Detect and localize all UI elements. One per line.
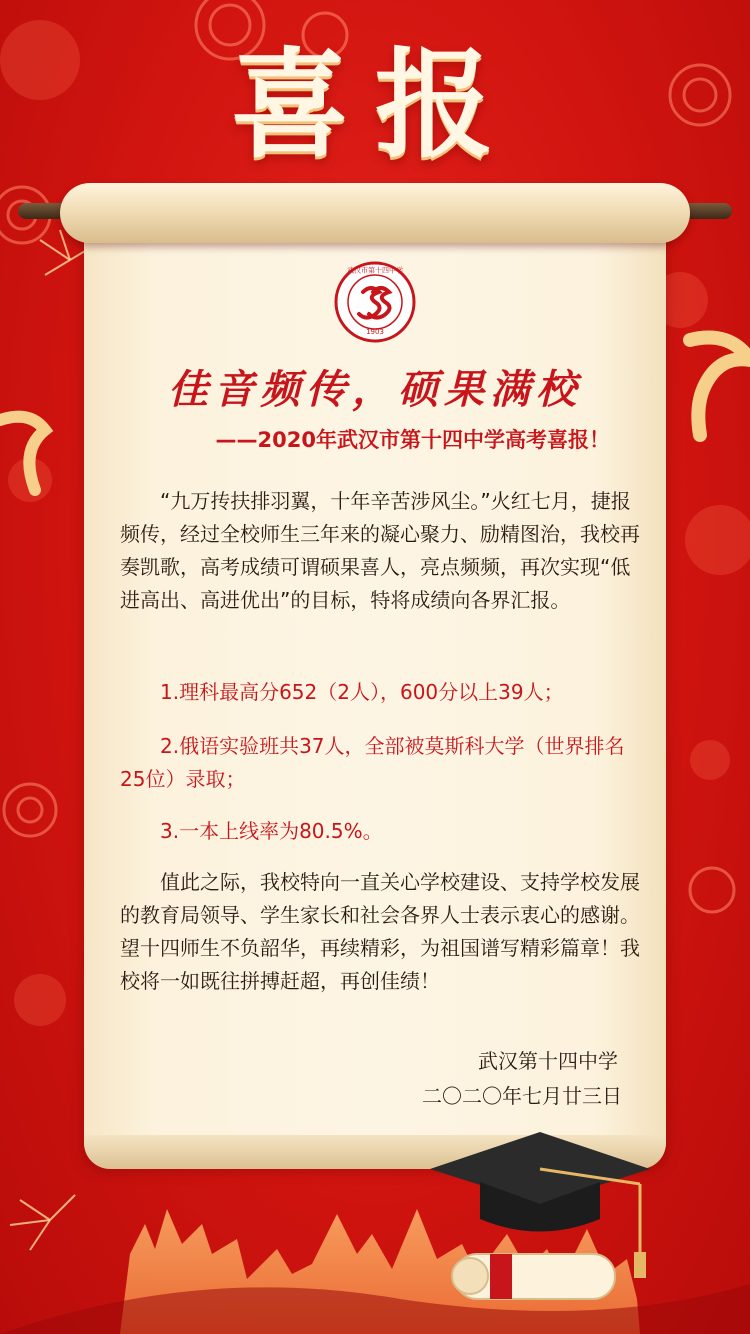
result-item-3: 3.一本上线率为80.5%。 [160, 819, 383, 843]
signature-date: 二〇二〇年七月廿三日 [422, 1084, 622, 1108]
celebration-footer [0, 1104, 750, 1334]
headline-title: 喜报 [230, 35, 519, 174]
school-logo-year: 1903 [366, 328, 384, 336]
intro-paragraph: “九万抟扶排羽翼，十年辛苦涉风尘。”火红七月，捷报频传，经过全校师生三年来的凝心聚力、励精图治，我校再奏凯歌，高考成绩可谓硕果喜人，亮点频频，再次实现“低进高出、高进优出”的目标，特将成绩向各界汇报。 [120, 489, 640, 612]
result-item-1: 1.理科最高分652（2人），600分以上39人； [160, 680, 564, 704]
scroll-top-roll [60, 183, 690, 243]
school-logo-text: 武汉市第十四中学 [347, 266, 403, 275]
subtitle: ——2020年武汉市第十四中学高考喜报！ [215, 428, 610, 452]
thanks-paragraph: 值此之际，我校特向一直关心学校建设、支持学校发展的教育局领导、学生家长和社会各界人士表示衷心的感谢。望十四师生不负韶华，再续精彩，为祖国谱写精彩篇章！我校将一如既往拼搏赶超，再创佳绩！ [120, 870, 640, 993]
signature-school: 武汉第十四中学 [478, 1049, 618, 1073]
diploma-scroll-icon [452, 1254, 615, 1299]
school-logo-icon [333, 260, 417, 344]
slogan: 佳音频传，硕果满校 [168, 366, 582, 413]
result-item-2: 2.俄语实验班共37人，全部被莫斯科大学（世界排名25位）录取； [120, 734, 625, 791]
